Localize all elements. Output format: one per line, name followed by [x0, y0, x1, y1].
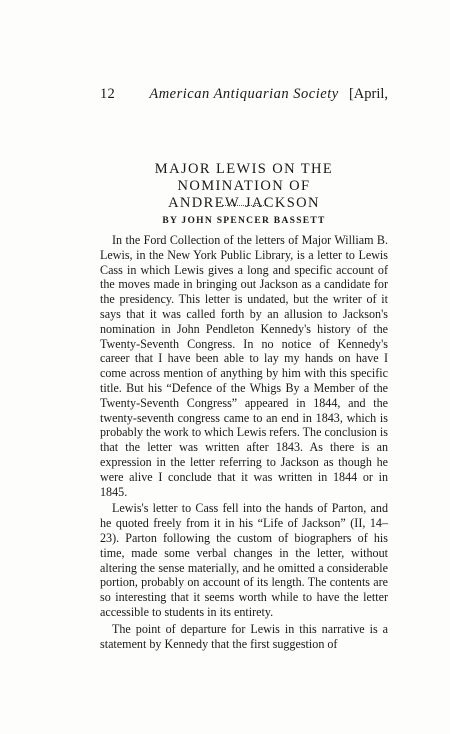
byline: BY JOHN SPENCER BASSETT — [162, 216, 326, 226]
title-divider — [222, 205, 268, 206]
paragraph: In the Ford Collection of the letters of Major William B. Lewis, in the New York Public Library, is a letter to Lewis Cass in which Lewis gives a long and specific account of the moves made in bringing out Jackson as a candidate for the presidency. This letter is undated, but the writer of it says that it was called forth by an allusion to Jackson's nomination in John Pendleton Kennedy's history of the Twenty-Seventh Congress. In no notice of Kennedy's career that I have been able to lay my hands on have I come across mention of anything by him with this specific title. But his “Defence of the Whigs By a Member of the Twenty-Seventh Congress” appeared in 1844, and the twenty-seventh congress came to an end in 1843, which is probably the work to which Lewis refers. The conclusion is that the letter was written after 1843. As there is an expression in the letter referring to Jackson as though he were alive I conclude that it was written in 1844 or in 1845. — [100, 233, 388, 499]
article-body — [100, 233, 388, 651]
paragraph: The point of departure for Lewis in this narrative is a statement by Kennedy that the first suggestion of — [100, 621, 388, 651]
paragraph: Lewis's letter to Cass fell into the hands of Parton, and he quoted freely from it in his “Life of Jackson” (II, 14–23). Parton following the custom of biographers of his time, made some verbal changes in the letter, without altering the sense materially, and he omitted a considerable portion, probably on account of its length. The contents are so interesting that it seems worth while to have the letter accessible to students in its entirety. — [100, 501, 388, 619]
page-number: 12 — [100, 86, 116, 102]
journal-title: American Antiquarian Society — [149, 86, 339, 102]
issue-month: [April, — [348, 86, 388, 102]
article-title-line-1: MAJOR LEWIS ON THE NOMINATION OF — [154, 161, 334, 194]
running-head — [100, 86, 388, 106]
article-title-line-2: ANDREW JACKSON — [168, 195, 320, 211]
